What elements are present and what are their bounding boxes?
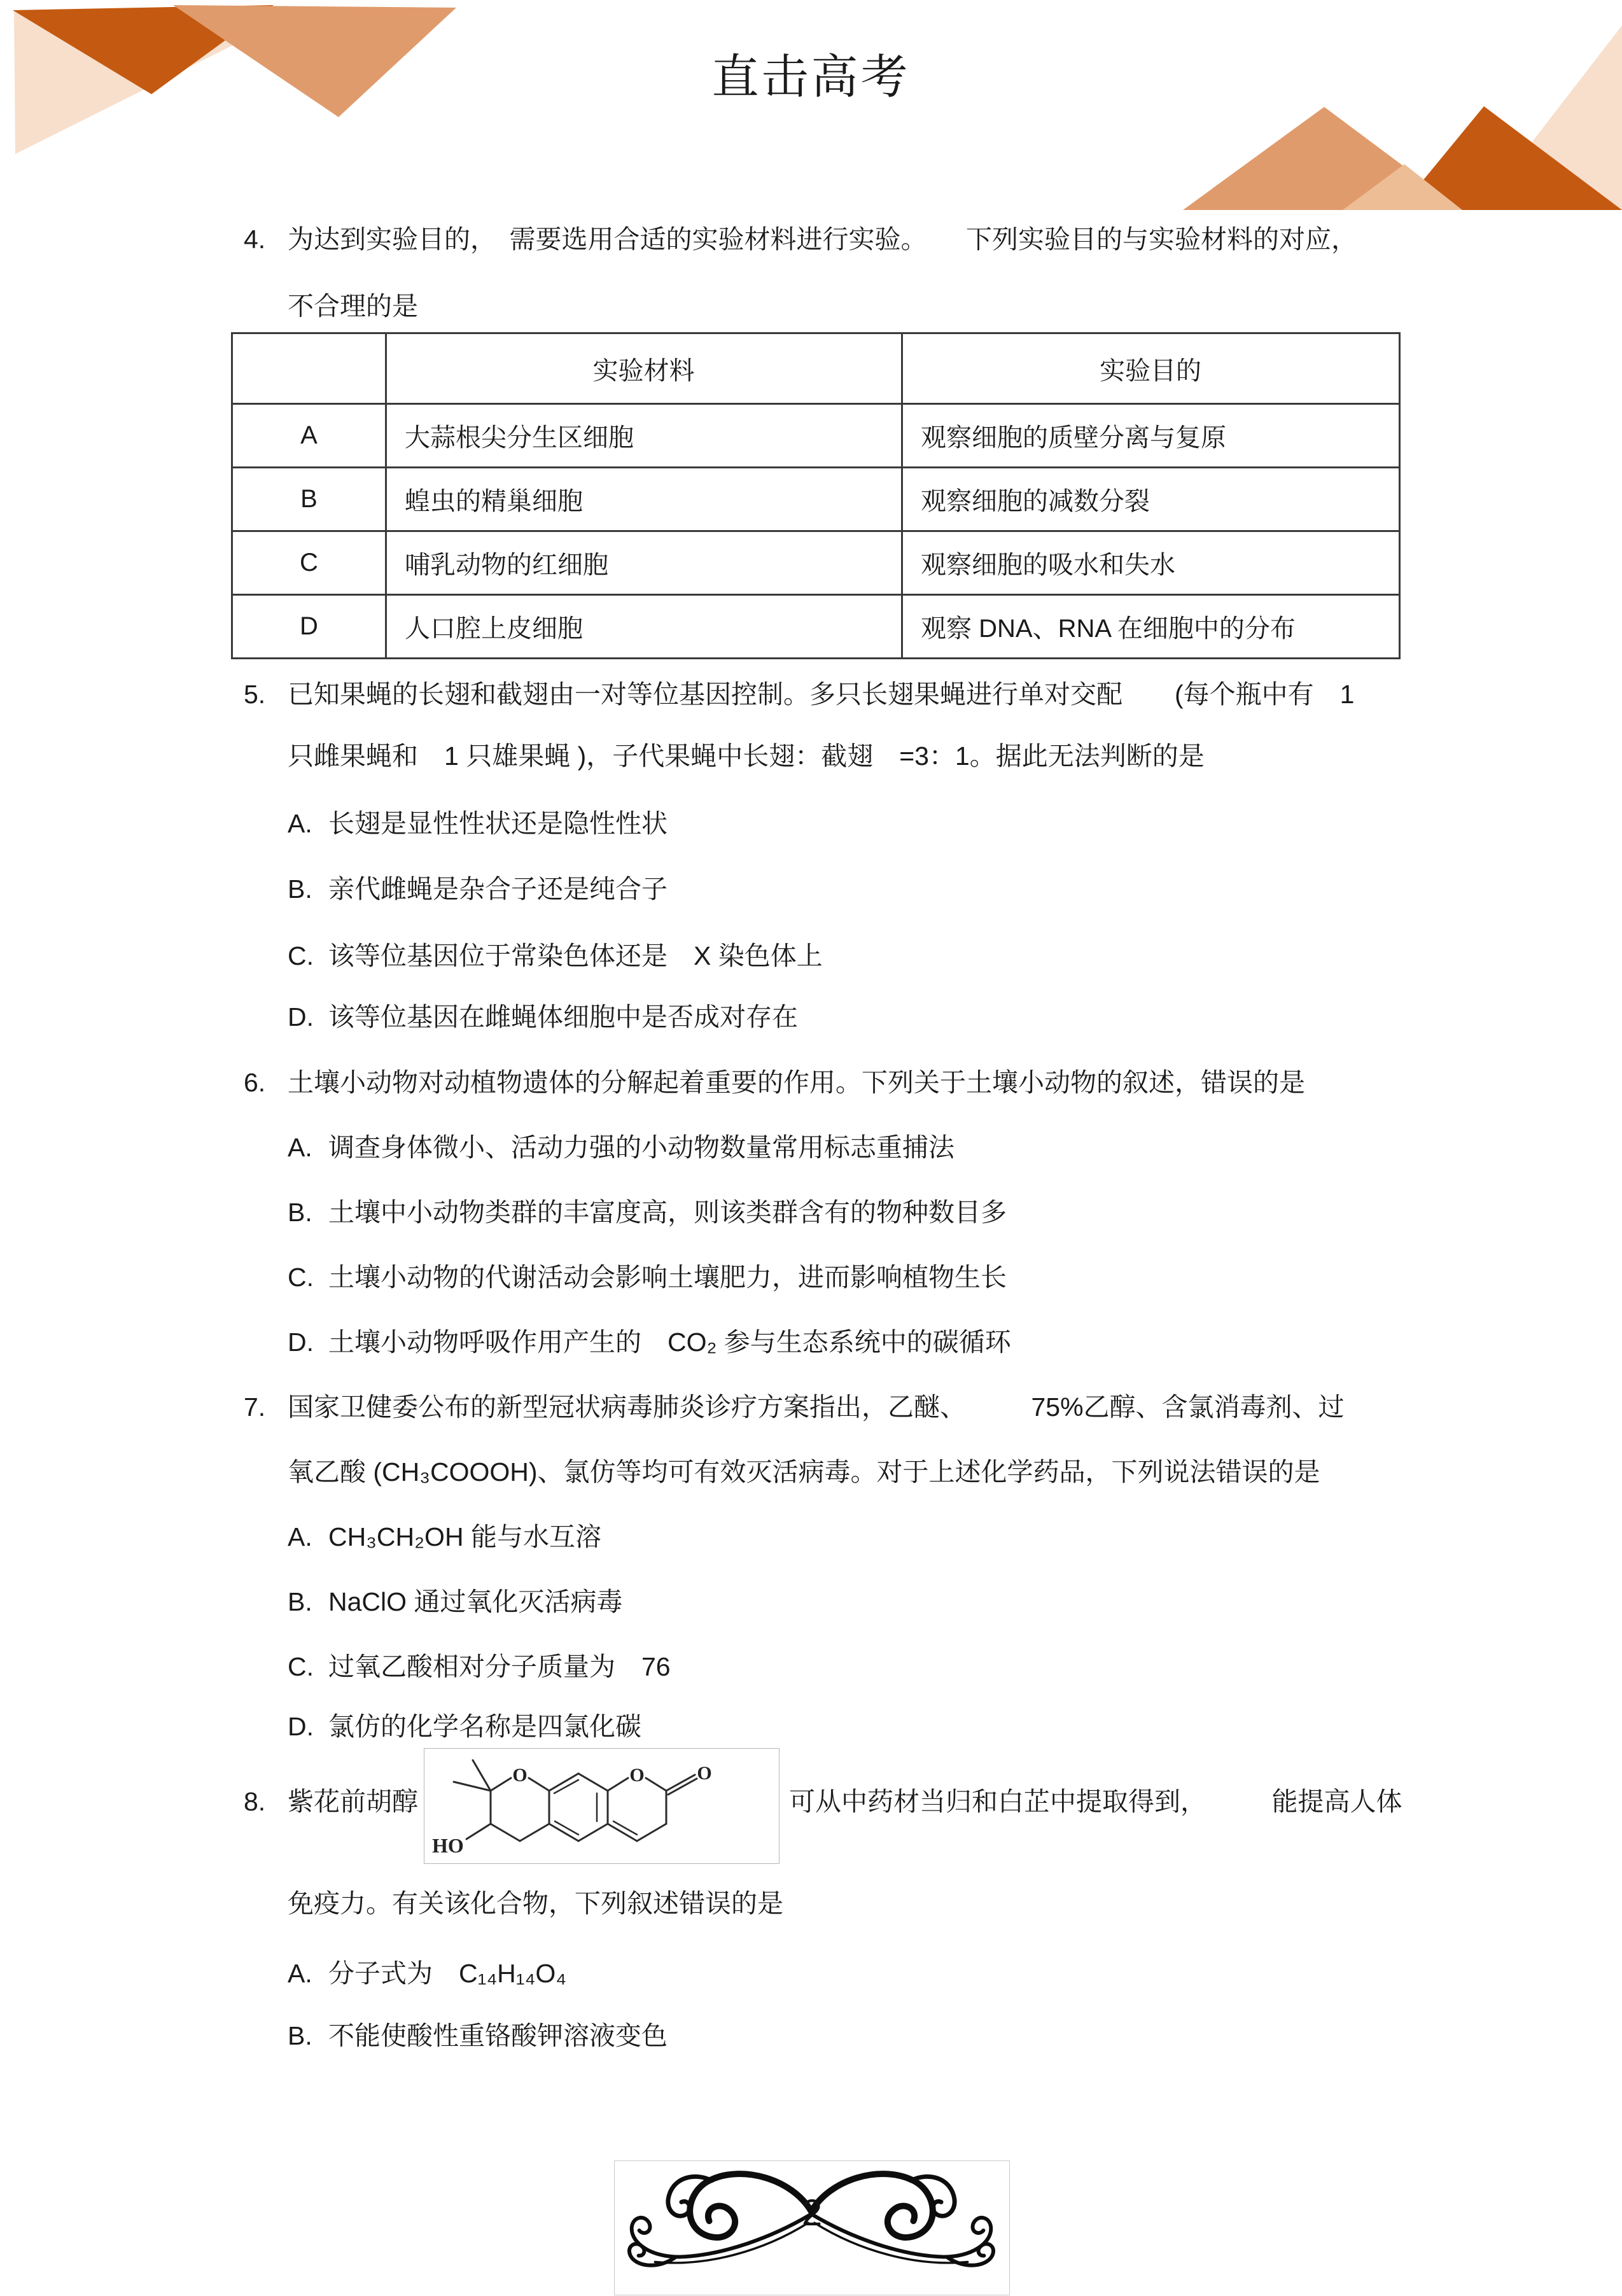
question-6-option-c <box>288 1259 1007 1296</box>
question-5-stem-line-1 <box>244 676 1354 713</box>
header-material: 实验材料 <box>386 333 902 404</box>
row-purpose: 观察 DNA、RNA 在细胞中的分布 <box>902 595 1400 659</box>
molecule-structure-image <box>424 1748 780 1864</box>
row-letter: C <box>232 531 386 595</box>
bond-skeleton <box>454 1760 697 1841</box>
stem-text: 只雌果蝇和 1 只雄果蝇 )，子代果蝇中长翅：截翅 =3：1。据此无法判断的是 <box>288 741 1205 771</box>
question-6-option-b <box>288 1194 1007 1231</box>
option-label: A. <box>288 1959 312 1988</box>
carbonyl-oxygen-label: O <box>697 1763 712 1784</box>
question-number: 4. <box>244 225 266 254</box>
option-label: D. <box>288 1327 314 1357</box>
stem-text: 不合理的是 <box>288 291 418 321</box>
question-8-stem-post <box>789 1783 1402 1820</box>
question-8-option-a <box>288 1955 566 1992</box>
question-7-option-d <box>288 1708 641 1745</box>
question-7-option-a <box>288 1518 601 1555</box>
option-label: C. <box>288 941 314 970</box>
row-material: 哺乳动物的红细胞 <box>386 531 902 595</box>
question-8-stem-line-2 <box>288 1885 783 1922</box>
question-5-option-b <box>288 871 668 907</box>
row-material: 蝗虫的精巢细胞 <box>386 468 902 531</box>
option-label: C. <box>288 1652 314 1681</box>
stem-text: 氧乙酸 (CH₃COOOH)、氯仿等均可有效灭活病毒。对于上述化学药品，下列说法错误的是 <box>288 1457 1320 1487</box>
ring-oxygen-label: O <box>512 1765 528 1786</box>
table-row <box>232 404 1400 468</box>
stem-text: 为达到实验目的， 需要选用合适的实验材料进行实验。 下列实验目的与实验材料的对应， <box>288 225 1357 254</box>
row-letter: A <box>232 404 386 468</box>
question-6-option-d <box>288 1324 1011 1361</box>
option-text: 不能使酸性重铬酸钾溶液变色 <box>328 2021 668 2050</box>
question-5-option-c <box>288 937 823 974</box>
option-text: 该等位基因在雌蝇体细胞中是否成对存在 <box>328 1002 798 1032</box>
option-text: 调查身体微小、活动力强的小动物数量常用标志重捕法 <box>328 1133 954 1162</box>
question-7-stem-line-2 <box>288 1453 1320 1490</box>
question-number: 6. <box>244 1068 266 1097</box>
question-4-table <box>231 332 1401 659</box>
stem-text: 紫花前胡醇 <box>288 1787 418 1816</box>
row-material: 大蒜根尖分生区细胞 <box>386 404 902 468</box>
question-number: 7. <box>244 1392 266 1422</box>
option-label: B. <box>288 1198 312 1227</box>
option-text: 亲代雌蝇是杂合子还是纯合子 <box>328 874 668 904</box>
question-8-option-b <box>288 2017 668 2054</box>
option-text: 土壤小动物呼吸作用产生的 CO₂ 参与生态系统中的碳循环 <box>328 1327 1011 1357</box>
option-text: CH₃CH₂OH 能与水互溶 <box>328 1522 601 1551</box>
stem-text: 免疫力。有关该化合物，下列叙述错误的是 <box>288 1889 783 1918</box>
option-text: 土壤中小动物类群的丰富度高，则该类群含有的物种数目多 <box>328 1198 1007 1227</box>
question-5-option-a <box>288 805 668 842</box>
question-4-stem-line-2 <box>288 288 418 325</box>
stem-text: 国家卫健委公布的新型冠状病毒肺炎诊疗方案指出，乙醚、 75%乙醇、含氯消毒剂、过 <box>288 1392 1345 1422</box>
row-purpose: 观察细胞的质壁分离与复原 <box>902 404 1400 468</box>
header-purpose: 实验目的 <box>902 333 1400 404</box>
question-7-option-c <box>288 1648 671 1685</box>
stem-text: 可从中药材当归和白芷中提取得到， 能提高人体 <box>789 1787 1402 1816</box>
table-row <box>232 468 1400 531</box>
option-text: 土壤小动物的代谢活动会影响土壤肥力，进而影响植物生长 <box>328 1263 1007 1292</box>
option-text: NaClO 通过氧化灭活病毒 <box>328 1587 623 1616</box>
row-letter: B <box>232 468 386 531</box>
question-7-stem-line-1 <box>244 1389 1345 1425</box>
question-6-option-a <box>288 1129 954 1166</box>
option-text: 该等位基因位于常染色体还是 X 染色体上 <box>328 941 823 970</box>
question-5-stem-line-2 <box>288 738 1205 774</box>
option-label: B. <box>288 874 312 904</box>
option-text: 长翅是显性性状还是隐性性状 <box>328 809 668 838</box>
stem-text: 已知果蝇的长翅和截翅由一对等位基因控制。多只长翅果蝇进行单对交配 (每个瓶中有 1 <box>288 680 1355 709</box>
row-purpose: 观察细胞的吸水和失水 <box>902 531 1400 595</box>
hydroxyl-label: HO <box>432 1834 464 1857</box>
option-label: A. <box>288 1522 312 1551</box>
option-label: B. <box>288 2021 312 2050</box>
page-number: 2 <box>801 2192 823 2234</box>
option-label: A. <box>288 1133 312 1162</box>
option-label: A. <box>288 809 312 838</box>
option-label: C. <box>288 1263 314 1292</box>
table-row <box>232 595 1400 659</box>
ring-oxygen-label: O <box>629 1765 645 1786</box>
option-text: 分子式为 C₁₄H₁₄O₄ <box>328 1959 566 1988</box>
row-letter: D <box>232 595 386 659</box>
question-number: 8. <box>244 1787 266 1816</box>
option-label: D. <box>288 1002 314 1032</box>
row-material: 人口腔上皮细胞 <box>386 595 902 659</box>
header-empty-cell <box>232 333 386 404</box>
option-text: 过氧乙酸相对分子质量为 76 <box>328 1652 671 1681</box>
page-title: 直击高考 <box>711 52 911 104</box>
option-label: D. <box>288 1712 314 1741</box>
question-6-stem-line-1 <box>244 1064 1305 1101</box>
question-5-option-d <box>288 998 798 1035</box>
stem-text: 土壤小动物对动植物遗体的分解起着重要的作用。下列关于土壤小动物的叙述，错误的是 <box>288 1068 1305 1097</box>
option-text: 氯仿的化学名称是四氯化碳 <box>328 1712 641 1741</box>
row-purpose: 观察细胞的减数分裂 <box>902 468 1400 531</box>
table-row <box>232 531 1400 595</box>
table-header-row <box>232 333 1400 404</box>
question-8-stem-pre <box>244 1783 418 1820</box>
option-label: B. <box>288 1587 312 1616</box>
question-number: 5. <box>244 680 266 709</box>
question-4-stem-line-1 <box>244 221 1357 258</box>
pyranocoumarin-structure <box>424 1749 778 1862</box>
question-7-option-b <box>288 1583 622 1620</box>
